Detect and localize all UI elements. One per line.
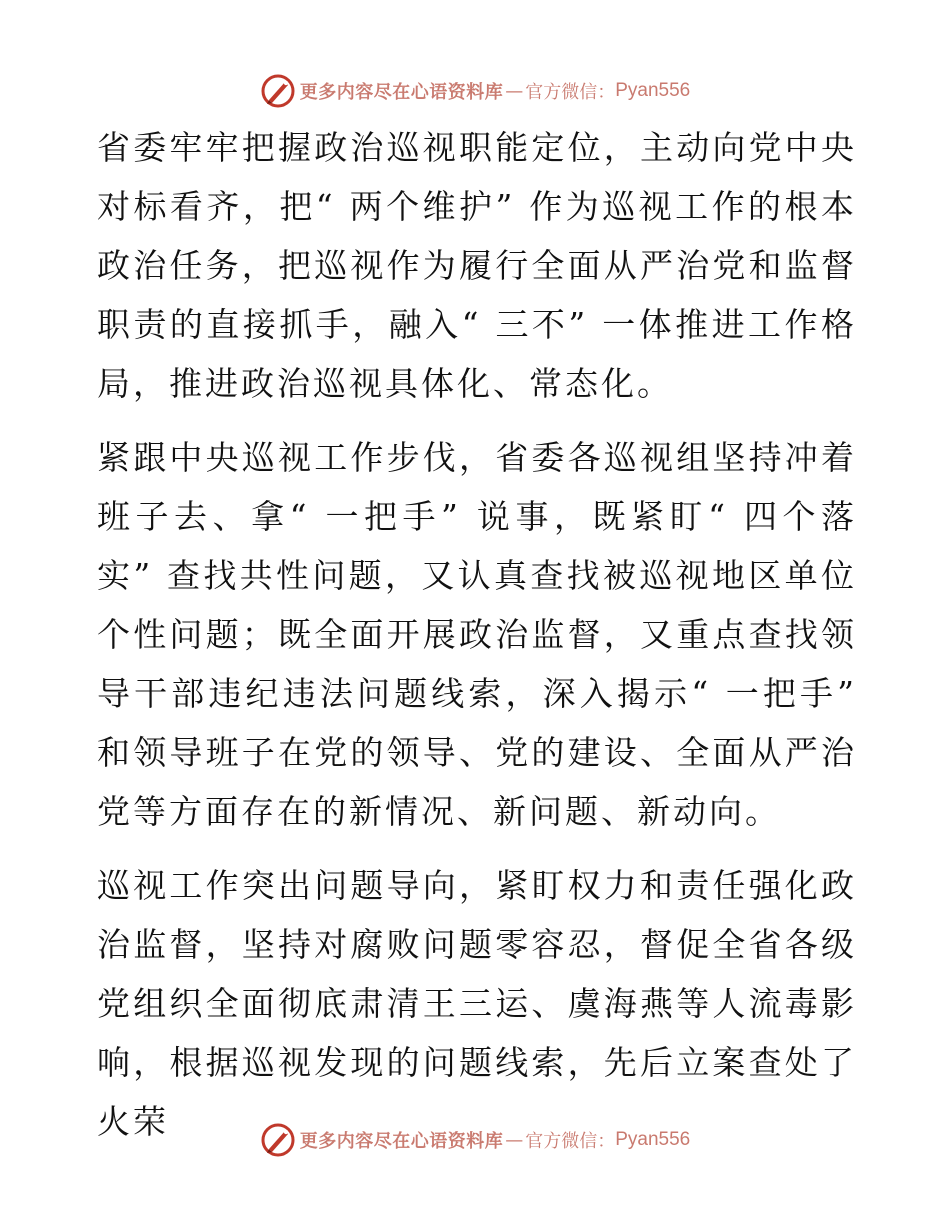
document-body: [97, 118, 857, 1151]
pen-logo-icon: [260, 73, 296, 109]
paragraph-2: 紧跟中央巡视工作步伐，省委各巡视组坚持冲着班子去、拿“ 一把手” 说事，既紧盯“ 四个落实” 查找共性问题，又认真查找被巡视地区单位个性问题；既全面开展政治监督，又重点查找领导干部违纪违法问题线索，深入揭示“ 一把手” 和领导班子在党的领导、党的建设、全面从严治党等方面存在的新情况、新问题、新动向。: [97, 438, 857, 831]
banner-wechat-handle: Pyan556: [615, 80, 691, 101]
pen-logo-icon: [260, 1122, 296, 1158]
paragraph-1: 省委牢牢把握政治巡视职能定位，主动向党中央对标看齐，把“ 两个维护” 作为巡视工作的根本政治任务，把巡视作为履行全面从严治党和监督职责的直接抓手，融入“ 三不” 一体推进工作格局，推进政治巡视具体化、常态化。: [97, 128, 857, 403]
banner-dash: —: [505, 1129, 524, 1151]
banner-main-text: 更多内容尽在心语资料库: [299, 82, 504, 103]
banner-dash: —: [505, 80, 524, 102]
header-banner: [0, 71, 950, 111]
banner-wechat-label: 官方微信：: [525, 82, 616, 103]
banner-wechat-label: 官方微信：: [525, 1131, 616, 1152]
paragraph-3: 巡视工作突出问题导向，紧盯权力和责任强化政治监督，坚持对腐败问题零容忍，督促全省各级党组织全面彻底肃清王三运、虞海燕等人流毒影响，根据巡视发现的问题线索，先后立案查处了火荣: [97, 866, 857, 1141]
banner-main-text: 更多内容尽在心语资料库: [299, 1131, 504, 1152]
footer-banner: [0, 1120, 950, 1160]
banner-wechat-handle: Pyan556: [615, 1129, 691, 1150]
